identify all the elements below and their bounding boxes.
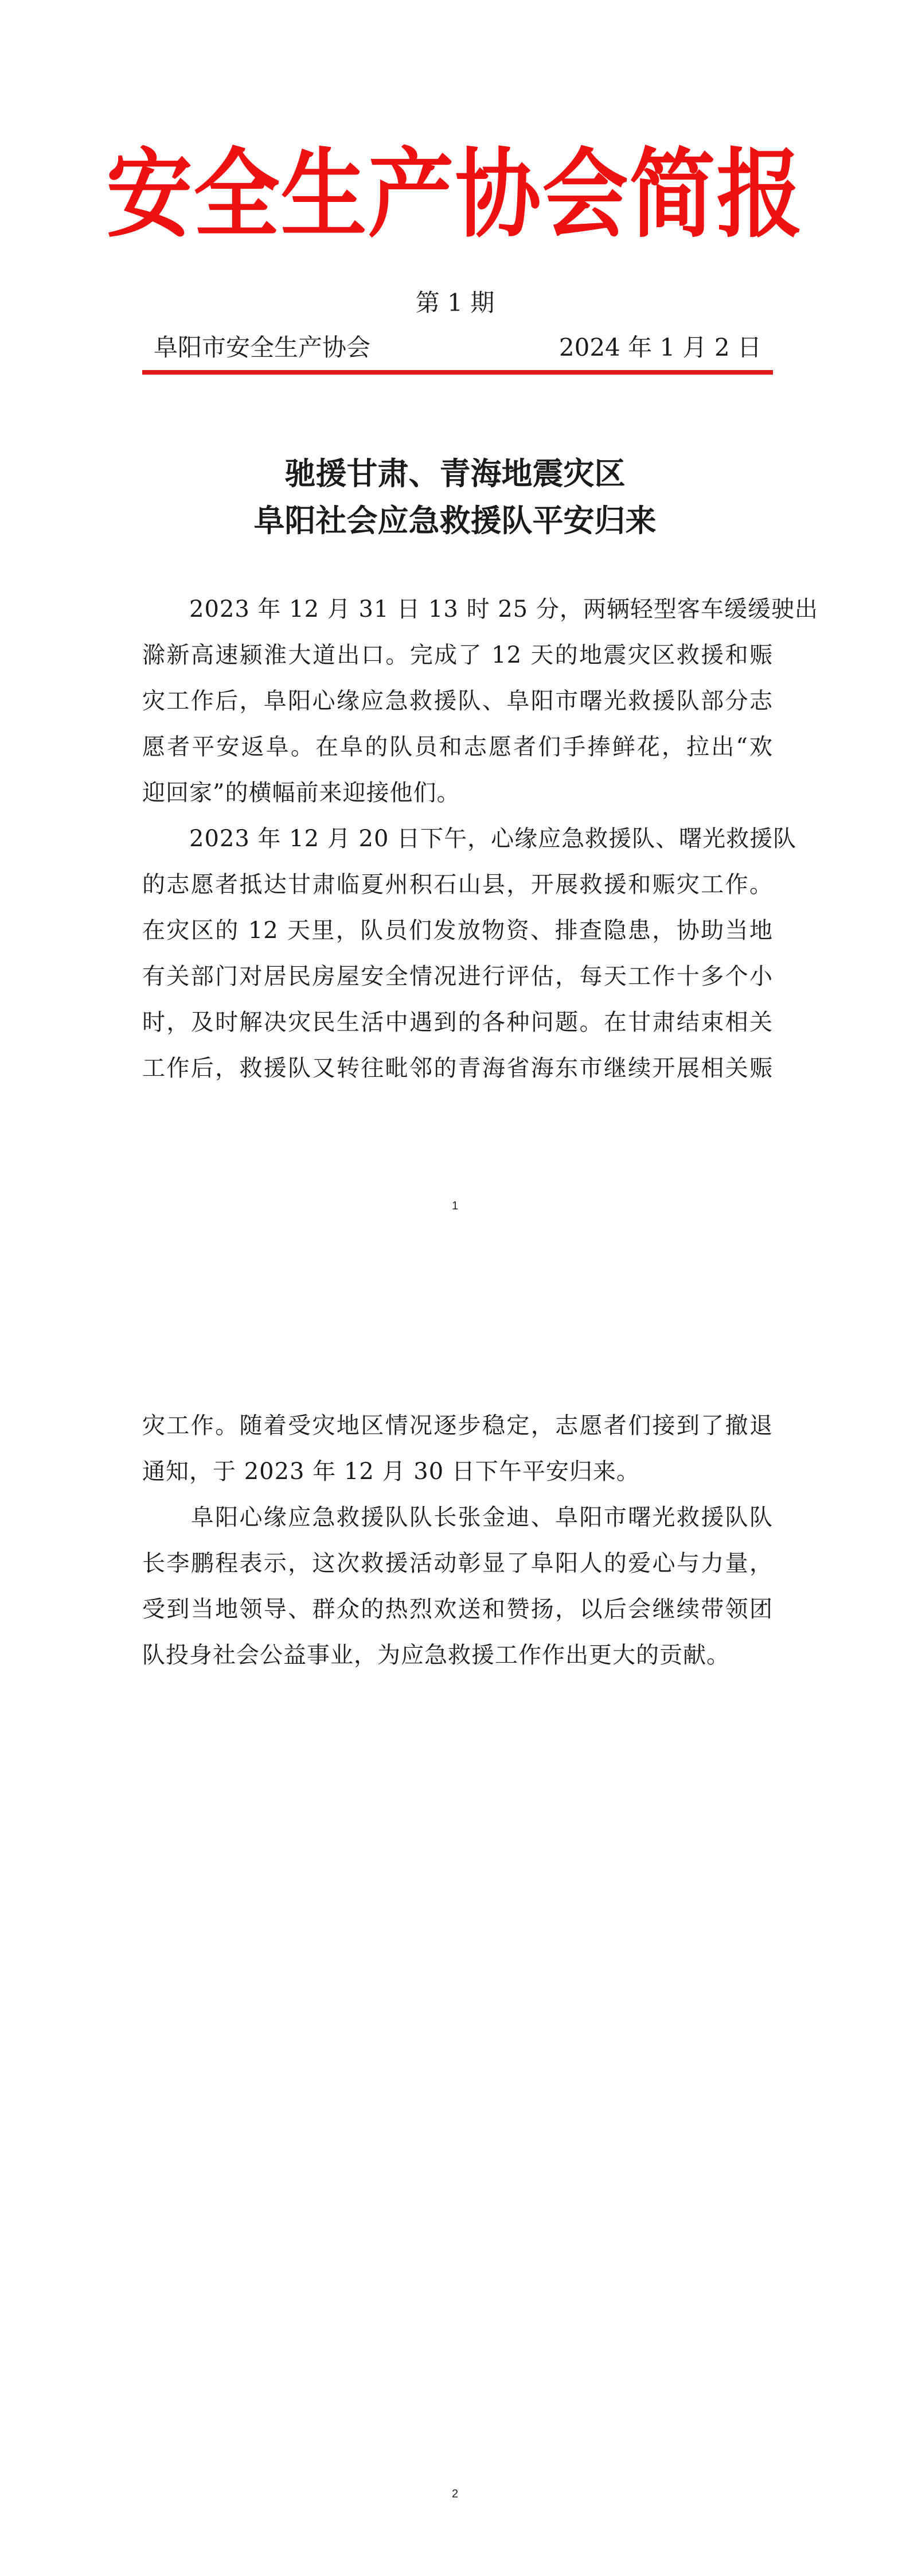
body-line: 灾工作后，阜阳心缘应急救援队、阜阳市曙光救援队部分志 [142, 688, 773, 714]
body-line: 灾工作。随着受灾地区情况逐步稳定，志愿者们接到了撤退 [142, 1412, 773, 1439]
issue-number: 第 1 期 [415, 289, 495, 317]
body-line: 受到当地领导、群众的热烈欢送和赞扬，以后会继续带领团 [142, 1596, 773, 1622]
body-line: 2023 年 12 月 31 日 13 时 25 分，两辆轻型客车缓缓驶出 [142, 596, 818, 622]
publisher-name: 阜阳市安全生产协会 [154, 333, 371, 361]
body-line: 工作后，救援队又转往毗邻的青海省海东市继续开展相关赈 [142, 1055, 773, 1081]
body-line: 2023 年 12 月 20 日下午，心缘应急救援队、曙光救援队 [142, 826, 797, 852]
bulletin-masthead-title: 安全生产协会简报 [106, 139, 804, 251]
headline-line-1: 驰援甘肃、青海地震灾区 [284, 455, 626, 492]
page-number: 1 [451, 1200, 459, 1212]
masthead-divider [142, 370, 773, 375]
article-body-page-2 [142, 1403, 773, 1678]
headline-line-2: 阜阳社会应急救援队平安归来 [253, 502, 657, 539]
publication-info [154, 332, 761, 364]
body-line: 滁新高速颍淮大道出口。完成了 12 天的地震灾区救援和赈 [142, 642, 773, 668]
body-line: 在灾区的 12 天里，队员们发放物资、排查隐患，协助当地 [142, 917, 773, 944]
body-line: 通知，于 2023 年 12 月 30 日下午平安归来。 [142, 1458, 640, 1485]
publication-date: 2024 年 1 月 2 日 [559, 333, 761, 361]
body-line: 迎回家”的横幅前来迎接他们。 [142, 780, 460, 806]
article-body-page-1 [142, 586, 818, 1091]
body-line: 有关部门对居民房屋安全情况进行评估，每天工作十多个小 [142, 963, 773, 990]
page-number: 2 [451, 2488, 459, 2500]
body-line: 长李鹏程表示，这次救援活动彰显了阜阳人的爱心与力量， [142, 1550, 773, 1577]
body-line: 时，及时解决灾民生活中遇到的各种问题。在甘肃结束相关 [142, 1009, 773, 1036]
body-line: 队投身社会公益事业，为应急救援工作作出更大的贡献。 [142, 1642, 730, 1668]
document-page-2 [0, 1288, 910, 2576]
body-line: 愿者平安返阜。在阜的队员和志愿者们手捧鲜花，拉出“欢 [142, 734, 773, 760]
body-line: 阜阳心缘应急救援队队长张金迪、阜阳市曙光救援队队 [142, 1504, 773, 1531]
article-headline [0, 450, 910, 544]
body-line: 的志愿者抵达甘肃临夏州积石山县，开展救援和赈灾工作。 [142, 871, 773, 898]
